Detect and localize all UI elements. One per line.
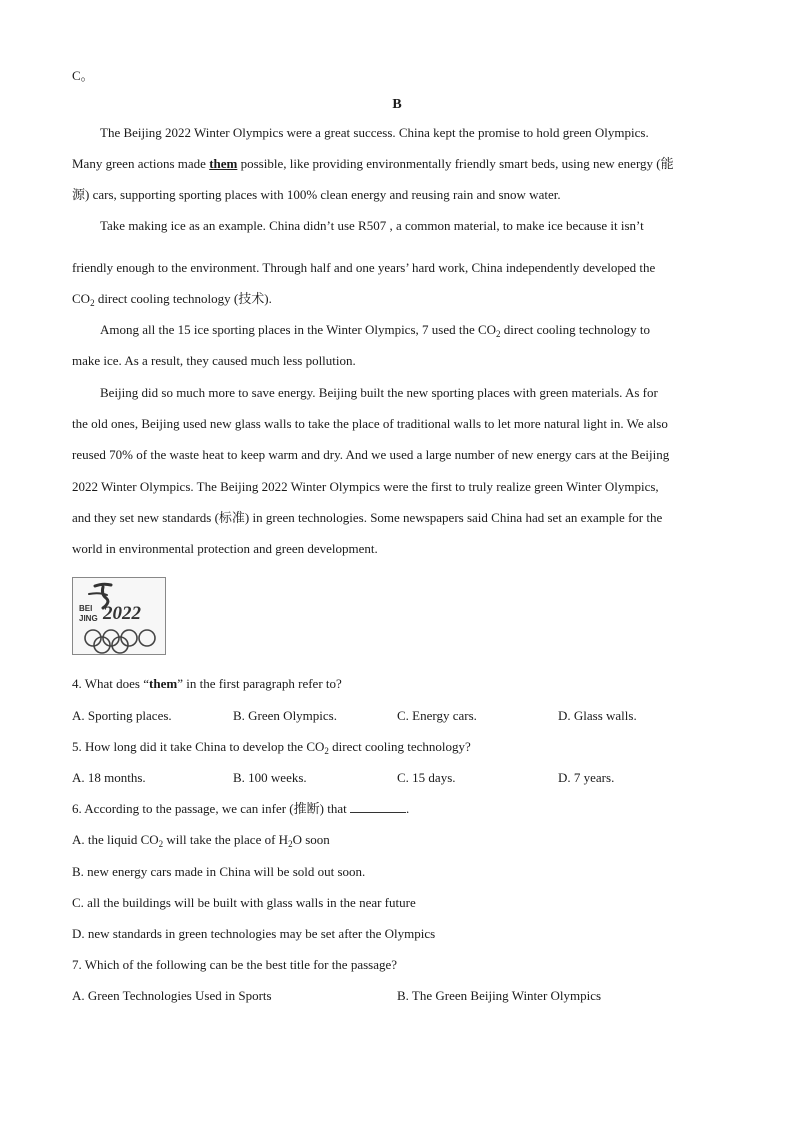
p4-line6: world in environmental protection and green development.: [72, 541, 378, 556]
p1-line3: 源) cars, supporting sporting places with 100% clean energy and reusing rain and snow water.: [72, 187, 561, 202]
q7-stem: 7. Which of the following can be the best title for the passage?: [72, 957, 398, 972]
q4-option-d[interactable]: D. Glass walls.: [558, 708, 637, 723]
q4-option-a[interactable]: A. Sporting places.: [72, 708, 172, 723]
q4-stem: 4. What does “them” in the first paragraph refer to?: [72, 676, 342, 691]
p4-line5: and they set new standards (标准) in green technologies. Some newspapers said China had set an example for the: [72, 510, 663, 525]
q6-option-d[interactable]: D. new standards in green technologies may be set after the Olympics: [72, 926, 436, 941]
p4-line2: the old ones, Beijing used new glass walls to take the place of traditional walls to let more natural light in. We also: [72, 416, 668, 431]
q4-options: [72, 708, 722, 724]
p2-line2: friendly enough to the environment. Through half and one years’ hard work, China independently developed the: [72, 260, 656, 275]
p2-line1: Take making ice as an example. China didn’t use R507 , a common material, to make ice because it isn’t: [100, 218, 644, 233]
previous-answer: C。: [72, 68, 94, 83]
section-title: B: [392, 97, 402, 112]
q4-option-c[interactable]: C. Energy cars.: [397, 708, 477, 723]
q5-stem: 5. How long did it take China to develop the $CO_2$ direct cooling technology?: [72, 739, 471, 756]
q5-options: [72, 770, 722, 786]
p4-line1: Beijing did so much more to save energy. Beijing built the new sporting places with green materials. As for: [100, 385, 658, 400]
olympic-emblem-icon: [73, 578, 165, 654]
p4-line4: 2022 Winter Olympics. The Beijing 2022 Winter Olympics were the first to truly realize green Winter Olympics,: [72, 479, 659, 494]
q6-stem: 6. According to the passage, we can infer (推断) that .: [72, 801, 410, 816]
q5-option-b[interactable]: B. 100 weeks.: [233, 770, 307, 785]
keyword-them: them: [209, 156, 238, 171]
q7-option-b[interactable]: B. The Green Beijing Winter Olympics: [397, 988, 602, 1003]
q5-option-a[interactable]: A. 18 months.: [72, 770, 146, 785]
q7-options: [72, 988, 722, 1004]
p4-line3: reused 70% of the waste heat to keep warm and dry. And we used a large number of new energy cars at the Beijing: [72, 447, 670, 462]
q6-option-b[interactable]: B. new energy cars made in China will be sold out soon.: [72, 864, 366, 879]
q6-option-c[interactable]: C. all the buildings will be built with glass walls in the near future: [72, 895, 416, 910]
svg-text:JING: JING: [79, 614, 98, 623]
p2-line3: $CO_2$ direct cooling technology (技术).: [72, 291, 272, 308]
q5-option-d[interactable]: D. 7 years.: [558, 770, 615, 785]
p3-line1: Among all the 15 ice sporting places in the Winter Olympics, 7 used the $CO_2$ direct cooling technology to: [100, 322, 650, 339]
svg-text:2022: 2022: [103, 603, 141, 624]
answer-blank[interactable]: [350, 801, 406, 813]
q4-option-b[interactable]: B. Green Olympics.: [233, 708, 337, 723]
beijing-2022-logo-image: [72, 577, 166, 655]
q7-option-a[interactable]: A. Green Technologies Used in Sports: [72, 988, 272, 1003]
svg-text:BEI: BEI: [79, 604, 93, 613]
q6-option-a[interactable]: A. the liquid $CO_2$ will take the place of $H_2O$ soon: [72, 832, 330, 849]
p1-line2: Many green actions made them possible, like providing environmentally friendly smart beds, using new energy (能: [72, 156, 674, 171]
q5-option-c[interactable]: C. 15 days.: [397, 770, 456, 785]
p3-line2: make ice. As a result, they caused much less pollution.: [72, 353, 356, 368]
p1-line1: The Beijing 2022 Winter Olympics were a great success. China kept the promise to hold green Olympics.: [100, 125, 649, 140]
